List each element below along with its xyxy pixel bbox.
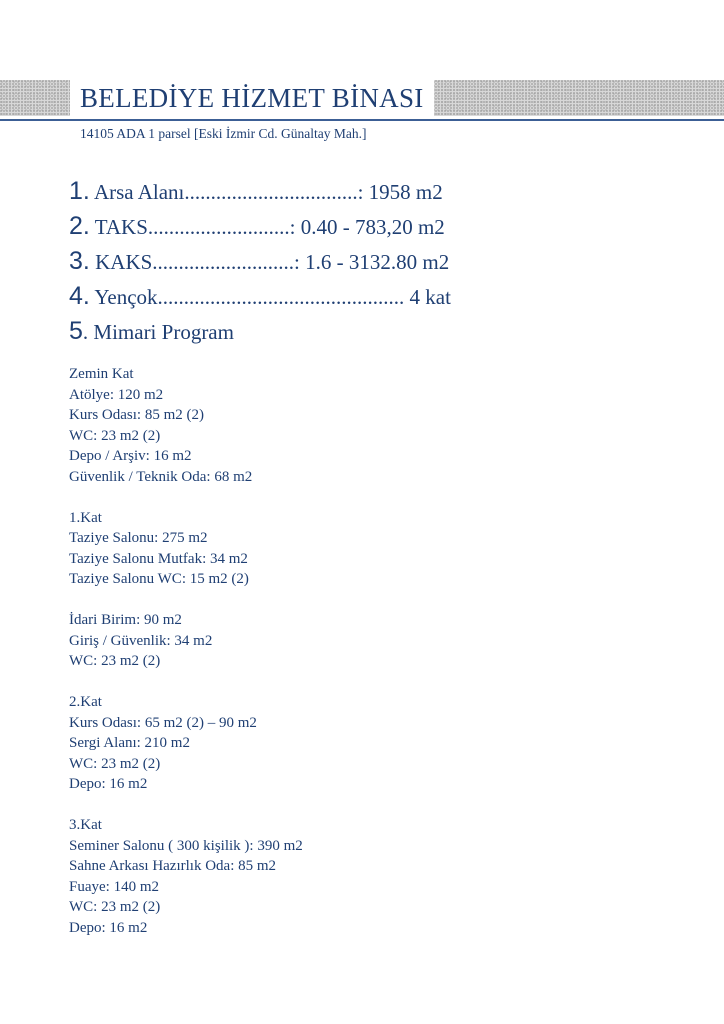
program-line: WC: 23 m2 (2) xyxy=(69,653,161,669)
title-box xyxy=(70,80,434,116)
program-line: Zemin Kat xyxy=(69,366,134,382)
program-line: Taziye Salonu Mutfak: 34 m2 xyxy=(69,550,248,567)
program-line: İdari Birim: 90 m2 xyxy=(69,612,182,628)
program-line: Atölye: 120 m2 xyxy=(69,386,164,403)
program-line: WC: 23 m2 (2) xyxy=(69,427,161,444)
spec-text: TAKS...........................: 0.40 - 783,20 m2 xyxy=(89,215,445,239)
program-section xyxy=(69,508,589,590)
title-underline xyxy=(0,119,724,121)
program-section xyxy=(69,815,589,938)
program-line: Kurs Odası: 65 m2 (2) – 90 m2 xyxy=(69,714,257,731)
spec-item-program xyxy=(69,314,451,349)
program-section xyxy=(69,610,589,672)
program-list xyxy=(69,364,589,959)
spec-text: Yençok............................................... 4 kat xyxy=(89,285,451,309)
parcel-subtitle: 14105 ADA 1 parsel [Eski İzmir Cd. Günaltay Mah.] xyxy=(80,126,367,141)
program-line: WC: 23 m2 (2) xyxy=(69,899,161,915)
program-section xyxy=(69,364,589,487)
program-line: Sergi Alanı: 210 m2 xyxy=(69,735,190,751)
program-line: 1.Kat xyxy=(69,509,102,526)
spec-text: Arsa Alanı.................................: 1958 m2 xyxy=(89,180,443,204)
program-section xyxy=(69,692,589,795)
spec-number: 3. xyxy=(69,247,90,275)
spec-item-kaks xyxy=(69,244,451,279)
spec-number: 5 xyxy=(69,317,83,345)
spec-item-arsa xyxy=(69,174,451,209)
program-line: 2.Kat xyxy=(69,694,102,710)
spec-number: 2. xyxy=(69,212,90,240)
spec-item-taks xyxy=(69,209,451,244)
program-line: Depo / Arşiv: 16 m2 xyxy=(69,448,192,464)
program-line: Depo: 16 m2 xyxy=(69,776,148,792)
spec-text: KAKS...........................: 1.6 - 3132.80 m2 xyxy=(89,250,450,274)
page-title: BELEDİYE HİZMET BİNASI xyxy=(80,83,424,113)
program-line: Sahne Arkası Hazırlık Oda: 85 m2 xyxy=(69,858,277,874)
program-line: 3.Kat xyxy=(69,817,102,833)
program-line: Taziye Salonu WC: 15 m2 (2) xyxy=(69,571,249,587)
program-line: WC: 23 m2 (2) xyxy=(69,755,161,772)
program-line: Taziye Salonu: 275 m2 xyxy=(69,530,208,546)
program-line: Kurs Odası: 85 m2 (2) xyxy=(69,407,204,423)
program-line: Depo: 16 m2 xyxy=(69,919,148,936)
program-line: Seminer Salonu ( 300 kişilik ): 390 m2 xyxy=(69,837,303,854)
spec-number: 4. xyxy=(69,282,90,310)
program-line: Güvenlik / Teknik Oda: 68 m2 xyxy=(69,468,253,485)
program-line: Giriş / Güvenlik: 34 m2 xyxy=(69,632,213,649)
spec-item-yencok xyxy=(69,279,451,314)
spec-number: 1. xyxy=(69,177,90,205)
spec-text: . Mimari Program xyxy=(82,320,234,344)
spec-list xyxy=(69,174,451,349)
program-line: Fuaye: 140 m2 xyxy=(69,878,159,895)
